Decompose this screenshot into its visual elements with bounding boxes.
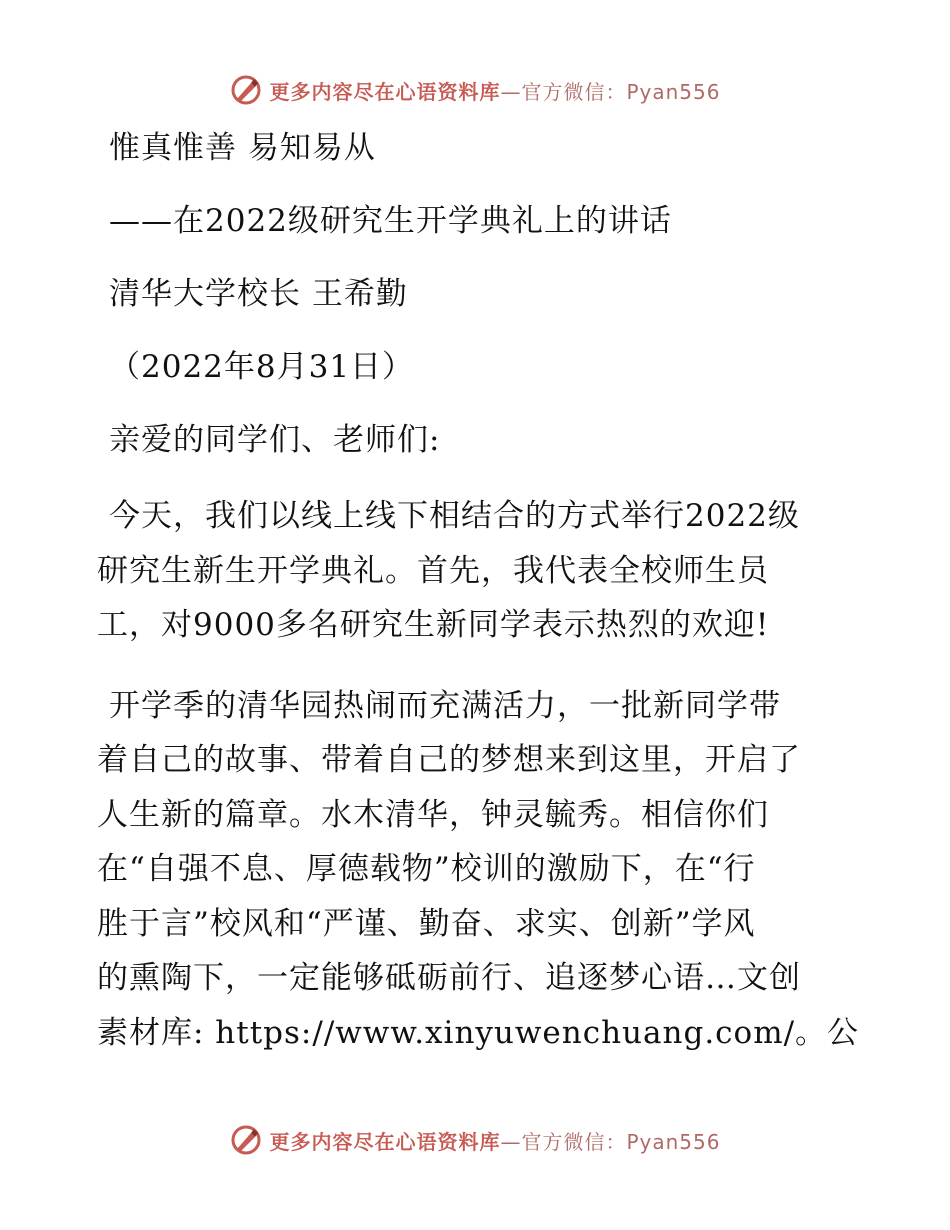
paragraph-line: 人生新的篇章。水木清华，钟灵毓秀。相信你们 — [97, 796, 769, 833]
pen-logo-icon — [229, 73, 263, 107]
paragraph-line: 开学季的清华园热闹而充满活力，一批新同学带 — [109, 687, 781, 724]
paragraph-line: 研究生新生开学典礼。首先，我代表全校师生员 — [97, 552, 769, 589]
watermark-banner-top — [0, 70, 950, 110]
watermark-text — [269, 1126, 720, 1155]
watermark-banner-bottom — [0, 1120, 950, 1160]
document-body — [97, 124, 860, 1060]
paragraph-line: 着自己的故事、带着自己的梦想来到这里，开启了 — [97, 742, 801, 778]
watermark-text — [269, 76, 720, 105]
document-date: （2022年8月31日） — [109, 349, 415, 385]
paragraph-line: 在“自强不息、厚德载物”校训的激励下，在“行 — [97, 851, 756, 887]
paragraph-2 — [97, 679, 860, 1061]
paragraph-line: 今天，我们以线上线下相结合的方式举行2022级 — [109, 498, 800, 534]
watermark-tail: —官方微信：Pyan556 — [500, 79, 721, 104]
pen-logo-icon — [229, 1123, 263, 1157]
paragraph-line: 的熏陶下，一定能够砥砺前行、追逐梦心语…文创 — [97, 960, 801, 996]
document-subtitle: ——在2022级研究生开学典礼上的讲话 — [109, 203, 672, 239]
document-title: 惟真惟善 易知易从 — [109, 130, 376, 166]
watermark-tail: —官方微信：Pyan556 — [500, 1129, 721, 1154]
watermark-lead: 更多内容尽在心语资料库 — [269, 79, 501, 104]
salutation: 亲爱的同学们、老师们: — [109, 422, 441, 458]
document-author: 清华大学校长 王希勤 — [109, 276, 408, 312]
paragraph-line: 素材库: https://www.xinyuwenchuang.com/。公 — [97, 1014, 860, 1051]
watermark-lead: 更多内容尽在心语资料库 — [269, 1129, 501, 1154]
paragraph-line: 胜于言”校风和“严谨、勤奋、求实、创新”学风 — [97, 905, 756, 942]
paragraph-line: 工，对9000多名研究生新同学表示热烈的欢迎! — [97, 607, 770, 643]
paragraph-1 — [97, 489, 857, 653]
